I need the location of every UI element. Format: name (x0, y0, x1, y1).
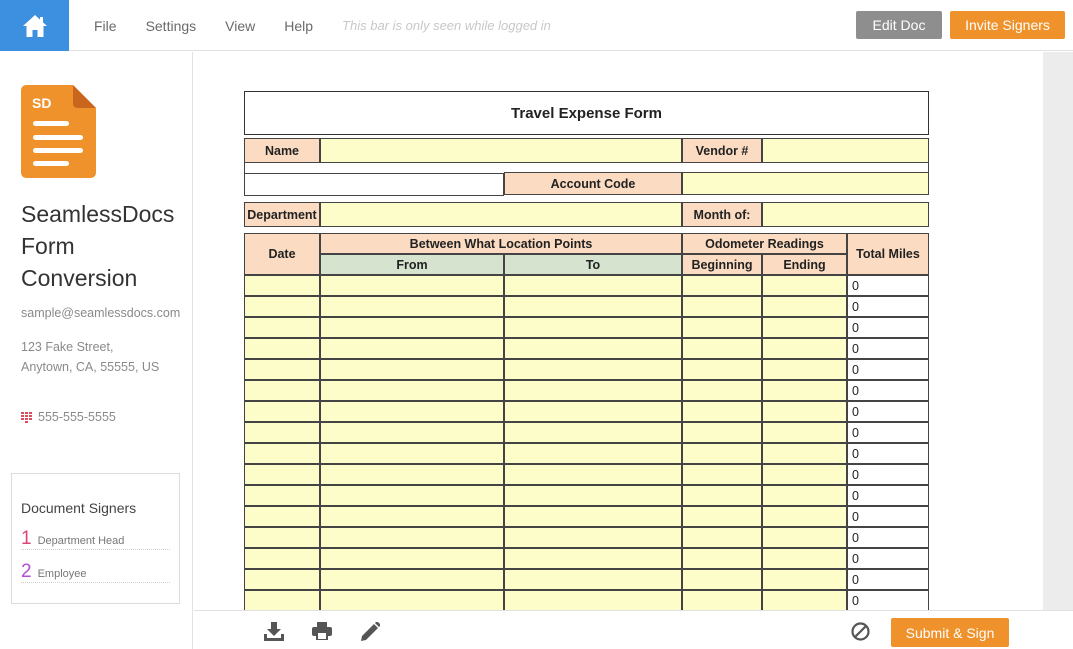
date-cell[interactable] (244, 296, 320, 317)
to-cell[interactable] (504, 485, 682, 506)
date-cell[interactable] (244, 338, 320, 359)
to-cell[interactable] (504, 317, 682, 338)
from-cell[interactable] (320, 422, 504, 443)
submit-sign-button[interactable]: Submit & Sign (891, 618, 1009, 647)
ending-cell[interactable] (762, 548, 847, 569)
date-cell[interactable] (244, 527, 320, 548)
total-miles-cell: 0 (847, 317, 929, 338)
invite-signers-button[interactable]: Invite Signers (950, 11, 1065, 39)
beginning-cell[interactable] (682, 338, 762, 359)
date-cell[interactable] (244, 401, 320, 422)
to-cell[interactable] (504, 359, 682, 380)
pencil-icon (361, 622, 380, 641)
total-miles-cell: 0 (847, 338, 929, 359)
date-cell[interactable] (244, 506, 320, 527)
from-cell[interactable] (320, 443, 504, 464)
total-miles-cell: 0 (847, 443, 929, 464)
total-miles-cell: 0 (847, 296, 929, 317)
odometer-header: Odometer Readings (682, 233, 847, 254)
date-cell[interactable] (244, 359, 320, 380)
signer-number: 2 (21, 561, 32, 582)
from-cell[interactable] (320, 569, 504, 590)
organization-name: SeamlessDocs Form Conversion (21, 201, 175, 291)
ending-cell[interactable] (762, 464, 847, 485)
sidebar (0, 52, 193, 649)
date-cell[interactable] (244, 380, 320, 401)
date-cell[interactable] (244, 590, 320, 610)
to-cell[interactable] (504, 422, 682, 443)
beginning-header: Beginning (682, 254, 762, 275)
logo-text: SD (32, 95, 52, 111)
top-bar (0, 0, 1073, 51)
total-miles-cell: 0 (847, 590, 929, 610)
ending-cell[interactable] (762, 590, 847, 610)
document-logo-icon (21, 85, 96, 178)
download-icon (264, 622, 284, 641)
signer-number: 1 (21, 528, 32, 549)
menu-settings[interactable]: Settings (145, 17, 197, 34)
to-cell[interactable] (504, 590, 682, 610)
total-miles-cell: 0 (847, 422, 929, 443)
name-field[interactable] (320, 138, 682, 163)
to-cell[interactable] (504, 527, 682, 548)
vendor-field[interactable] (762, 138, 929, 163)
from-cell[interactable] (320, 590, 504, 610)
signer-item-employee[interactable] (21, 561, 170, 583)
total-miles-cell: 0 (847, 569, 929, 590)
to-cell[interactable] (504, 296, 682, 317)
menu-help[interactable]: Help (284, 17, 314, 34)
organization-email: sample@seamlessdocs.com (21, 306, 181, 320)
date-cell[interactable] (244, 548, 320, 569)
edit-button[interactable] (359, 620, 381, 642)
ending-cell[interactable] (762, 422, 847, 443)
ending-cell[interactable] (762, 401, 847, 422)
to-header: To (504, 254, 682, 275)
organization-address: 123 Fake Street, Anytown, CA, 55555, US (21, 340, 160, 374)
from-cell[interactable] (320, 275, 504, 296)
beginning-cell[interactable] (682, 401, 762, 422)
account-code-label: Account Code (504, 172, 682, 195)
total-miles-cell: 0 (847, 527, 929, 548)
date-cell[interactable] (244, 317, 320, 338)
beginning-cell[interactable] (682, 317, 762, 338)
ending-cell[interactable] (762, 527, 847, 548)
document-viewer (194, 52, 1043, 610)
decline-button[interactable] (849, 620, 871, 642)
beginning-cell[interactable] (682, 464, 762, 485)
to-cell[interactable] (504, 401, 682, 422)
total-miles-cell: 0 (847, 401, 929, 422)
beginning-cell[interactable] (682, 275, 762, 296)
from-cell[interactable] (320, 338, 504, 359)
month-of-label: Month of: (682, 202, 762, 227)
home-icon (22, 14, 48, 38)
signer-name: Department Head (37, 535, 125, 547)
total-miles-cell: 0 (847, 506, 929, 527)
ending-cell[interactable] (762, 359, 847, 380)
from-cell[interactable] (320, 527, 504, 548)
beginning-cell[interactable] (682, 569, 762, 590)
beginning-cell[interactable] (682, 548, 762, 569)
form-title: Travel Expense Form (511, 104, 662, 122)
ending-cell[interactable] (762, 317, 847, 338)
from-cell[interactable] (320, 506, 504, 527)
beginning-cell[interactable] (682, 359, 762, 380)
form-title-box (244, 91, 929, 135)
beginning-cell[interactable] (682, 506, 762, 527)
beginning-cell[interactable] (682, 296, 762, 317)
beginning-cell[interactable] (682, 443, 762, 464)
to-cell[interactable] (504, 443, 682, 464)
date-cell[interactable] (244, 464, 320, 485)
blank-cell (244, 174, 504, 196)
ending-cell[interactable] (762, 569, 847, 590)
from-cell[interactable] (320, 296, 504, 317)
from-header: From (320, 254, 504, 275)
from-cell[interactable] (320, 464, 504, 485)
ending-cell[interactable] (762, 443, 847, 464)
from-cell[interactable] (320, 401, 504, 422)
date-header: Date (244, 233, 320, 275)
date-cell[interactable] (244, 422, 320, 443)
date-cell[interactable] (244, 485, 320, 506)
total-miles-cell: 0 (847, 464, 929, 485)
total-miles-cell: 0 (847, 275, 929, 296)
menu-view[interactable]: View (225, 17, 256, 34)
ending-cell[interactable] (762, 506, 847, 527)
account-code-field[interactable] (682, 172, 929, 195)
date-cell[interactable] (244, 569, 320, 590)
from-cell[interactable] (320, 359, 504, 380)
ending-cell[interactable] (762, 485, 847, 506)
logged-in-note: This bar is only seen while logged in (342, 18, 551, 33)
bottom-toolbar (194, 610, 1073, 649)
edit-doc-button[interactable]: Edit Doc (856, 11, 942, 39)
department-field[interactable] (320, 202, 682, 227)
signer-item-department-head[interactable] (21, 528, 170, 550)
from-cell[interactable] (320, 317, 504, 338)
from-cell[interactable] (320, 485, 504, 506)
ending-cell[interactable] (762, 338, 847, 359)
date-cell[interactable] (244, 275, 320, 296)
block-icon (851, 622, 870, 641)
from-cell[interactable] (320, 380, 504, 401)
to-cell[interactable] (504, 506, 682, 527)
to-cell[interactable] (504, 548, 682, 569)
signer-name: Employee (37, 568, 87, 580)
main-menu (94, 0, 580, 51)
document-signers-panel (11, 473, 180, 604)
ending-cell[interactable] (762, 380, 847, 401)
beginning-cell[interactable] (682, 590, 762, 610)
signers-title: Document Signers (21, 500, 137, 516)
phone-keypad-icon (21, 412, 32, 423)
scrollbar-track[interactable] (1043, 52, 1073, 610)
from-cell[interactable] (320, 548, 504, 569)
total-miles-cell: 0 (847, 548, 929, 569)
beginning-cell[interactable] (682, 527, 762, 548)
to-cell[interactable] (504, 338, 682, 359)
organization-phone: 555-555-5555 (21, 410, 116, 424)
print-button[interactable] (311, 620, 333, 642)
to-cell[interactable] (504, 569, 682, 590)
total-miles-cell: 0 (847, 485, 929, 506)
date-cell[interactable] (244, 443, 320, 464)
ending-cell[interactable] (762, 275, 847, 296)
menu-file[interactable]: File (94, 17, 117, 34)
ending-cell[interactable] (762, 296, 847, 317)
to-cell[interactable] (504, 275, 682, 296)
home-button[interactable] (0, 0, 69, 51)
to-cell[interactable] (504, 464, 682, 485)
vendor-label: Vendor # (682, 138, 762, 163)
to-cell[interactable] (504, 380, 682, 401)
print-icon (312, 622, 332, 640)
ending-header: Ending (762, 254, 847, 275)
between-points-header: Between What Location Points (320, 233, 682, 254)
beginning-cell[interactable] (682, 422, 762, 443)
total-miles-cell: 0 (847, 359, 929, 380)
name-label: Name (244, 138, 320, 163)
beginning-cell[interactable] (682, 380, 762, 401)
total-miles-header: Total Miles (847, 233, 929, 275)
download-button[interactable] (263, 620, 285, 642)
month-of-field[interactable] (762, 202, 929, 227)
beginning-cell[interactable] (682, 485, 762, 506)
total-miles-cell: 0 (847, 380, 929, 401)
department-label: Department (244, 202, 320, 227)
